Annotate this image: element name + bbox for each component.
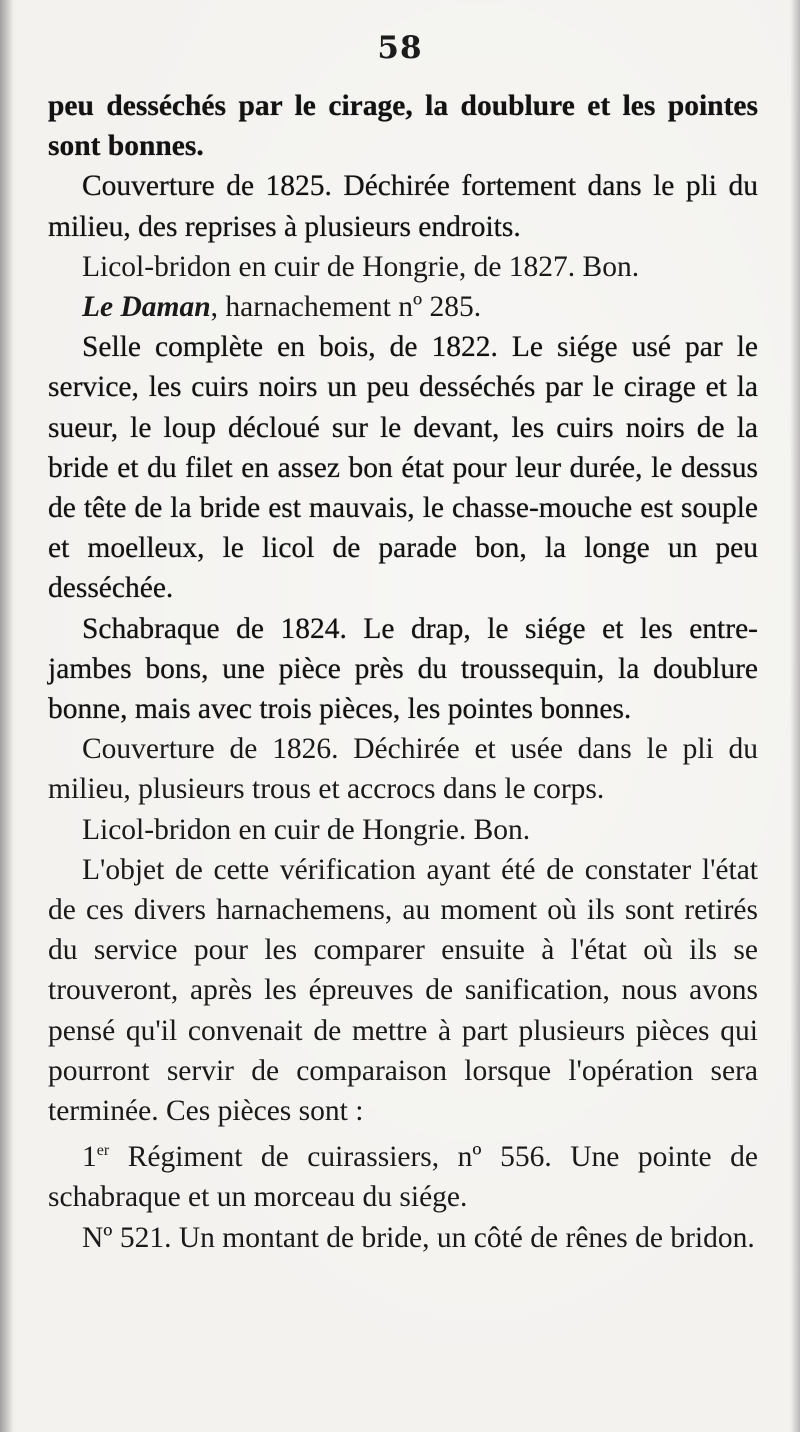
edge-shadow <box>790 0 800 1432</box>
paragraph-regiment <box>48 1131 758 1217</box>
ordinal-suffix: er <box>96 1142 110 1160</box>
page-number: 58 <box>377 30 423 66</box>
horse-name: Le Daman <box>82 291 211 324</box>
paragraph-licol-bridon-1827: Licol-bridon en cuir de Hongrie, de 1827. Bon. <box>82 250 640 283</box>
paragraph-continuation: peu desséchés par le cirage, la doublure et les pointes sont bonnes. <box>48 90 758 163</box>
binding-shadow <box>0 0 14 1432</box>
paragraph-couverture-1825: Couverture de 1825. Déchirée fortement dans le pli du milieu, des reprises à plusieurs endroits. <box>48 170 758 243</box>
paragraph-verification: L'objet de cette vérification ayant été de constater l'état de ces divers harnachemens, au moment où ils sont retirés du service pour les comparer ensuite à l'état où ils se trouveront, après les épreuves de sanification, nous avons pensé qu'il convenait de mettre à part plusieurs pièces qui pourront servir de comparaison lorsque l'opération sera terminée. Ces pièces sont : <box>48 853 758 1128</box>
paragraph-no-521: Nº 521. Un montant de bride, un côté de rênes de bridon. <box>82 1221 755 1254</box>
harnachement-number: , harnachement nº 285. <box>210 291 482 324</box>
paragraph-couverture-1826: Couverture de 1826. Déchirée et usée dans le pli du milieu, plusieurs trous et accrocs dans le corps. <box>48 733 758 806</box>
paragraph-schabraque-1824: Schabraque de 1824. Le drap, le siége et les entre-jambes bons, une pièce près du troussequin, la doublure bonne, mais avec trois pièces, les pointes bonnes. <box>48 612 758 726</box>
regiment-number: 1 <box>82 1141 97 1174</box>
paragraph-licol-bridon: Licol-bridon en cuir de Hongrie. Bon. <box>82 813 531 846</box>
regiment-text: Régiment de cuirassiers, nº 556. Une pointe de schabraque et un morceau du siége. <box>48 1141 758 1214</box>
paragraph-selle-1822: Selle complète en bois, de 1822. Le siége usé par le service, les cuirs noirs un peu desséchés par le cirage et la sueur, le loup décloué sur le devant, les cuirs noirs de la bride et du filet en assez bon état pour leur durée, le dessus de tête de la bride est mauvais, le chasse-mouche est souple et moelleux, le licol de parade bon, la longe un peu desséchée. <box>48 331 758 605</box>
body-text <box>48 86 758 1258</box>
paragraph-le-daman <box>48 287 758 327</box>
